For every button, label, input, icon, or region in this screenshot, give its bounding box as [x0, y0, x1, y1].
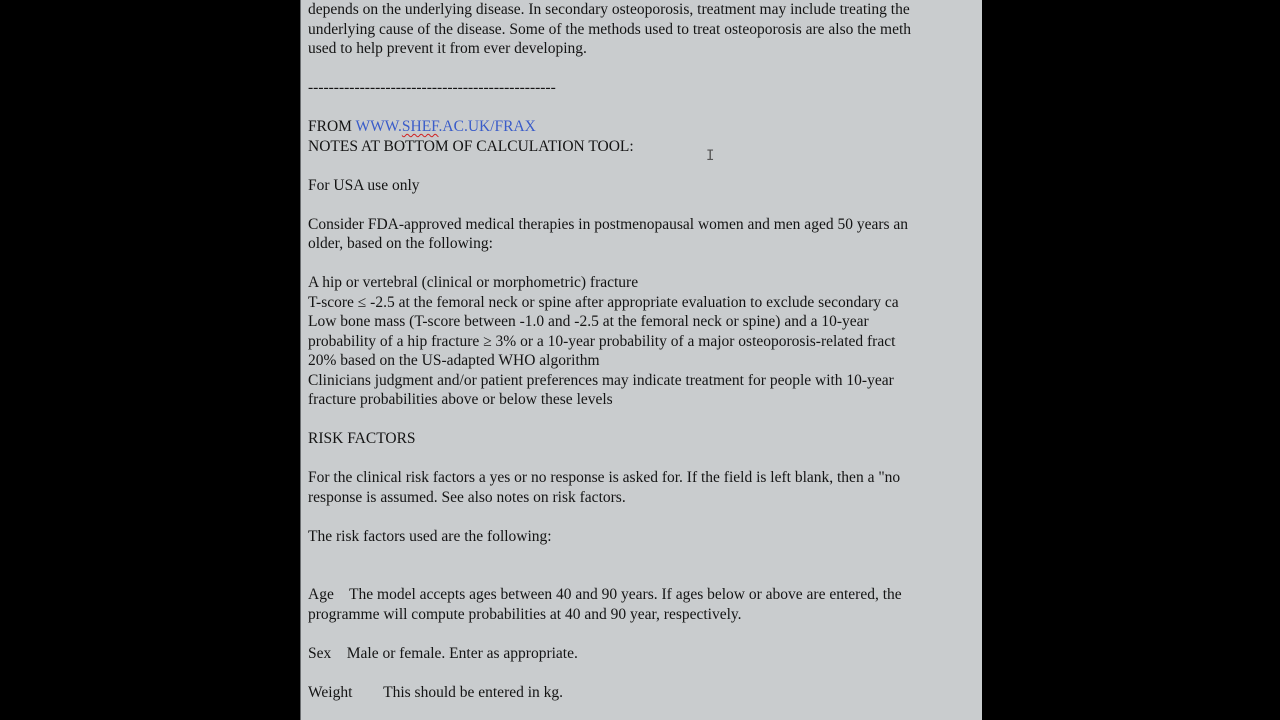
link-part: WWW.: [355, 118, 402, 135]
text-line: depends on the underlying disease. In secondary osteoporosis, treatment may include treating the: [308, 1, 910, 18]
text-line: response is assumed. See also notes on risk factors.: [308, 488, 626, 506]
text-line: Low bone mass (T-score between -1.0 and -2.5 at the femoral neck or spine) and a 10-year: [308, 313, 869, 330]
text-line: Sex Male or female. Enter as appropriate.: [308, 644, 578, 662]
separator-line: ------------------------------------------------: [308, 79, 556, 96]
text-line: programme will compute probabilities at 40 and 90 year, respectively.: [308, 605, 742, 623]
text-line: T-score ≤ -2.5 at the femoral neck or spine after appropriate evaluation to exclude secondary ca: [308, 293, 899, 311]
text-line: Weight This should be entered in kg.: [308, 683, 564, 701]
source-line: [308, 117, 536, 137]
from-label: FROM: [308, 118, 356, 135]
text-line: Age The model accepts ages between 40 and 90 years. If ages below or above are entered, the: [308, 586, 902, 603]
risk-factors-heading: RISK FACTORS: [308, 430, 416, 447]
text-line: Consider FDA-approved medical therapies in postmenopausal women and men aged 50 years an: [308, 215, 909, 233]
text-line: fracture probabilities above or below these levels: [308, 391, 613, 408]
frax-link[interactable]: [356, 118, 536, 135]
text-line: For USA use only: [308, 176, 420, 194]
notes-heading: NOTES AT BOTTOM OF CALCULATION TOOL:: [308, 137, 634, 155]
text-line: A hip or vertebral (clinical or morphometric) fracture: [308, 274, 639, 291]
text-line: probability of a hip fracture ≥ 3% or a 10-year probability of a major osteoporosis-related fract: [308, 332, 896, 350]
text-line: underlying cause of the disease. Some of the methods used to treat osteoporosis are also the meth: [308, 20, 912, 38]
text-line: The risk factors used are the following:: [308, 527, 552, 545]
text-line: For the clinical risk factors a yes or no response is asked for. If the field is left blank, then a "no: [308, 469, 901, 486]
document-page: [300, 0, 982, 720]
text-line: older, based on the following:: [308, 235, 493, 252]
text-line: used to help prevent it from ever developing.: [308, 40, 587, 57]
link-part: .AC.UK/FRAX: [438, 118, 536, 135]
link-part-misspelled: SHEF: [401, 118, 439, 135]
text-line: Clinicians judgment and/or patient preferences may indicate treatment for people with 10-year: [308, 371, 894, 389]
text-cursor-icon: I: [706, 148, 715, 164]
text-line: 20% based on the US-adapted WHO algorithm: [308, 352, 600, 369]
